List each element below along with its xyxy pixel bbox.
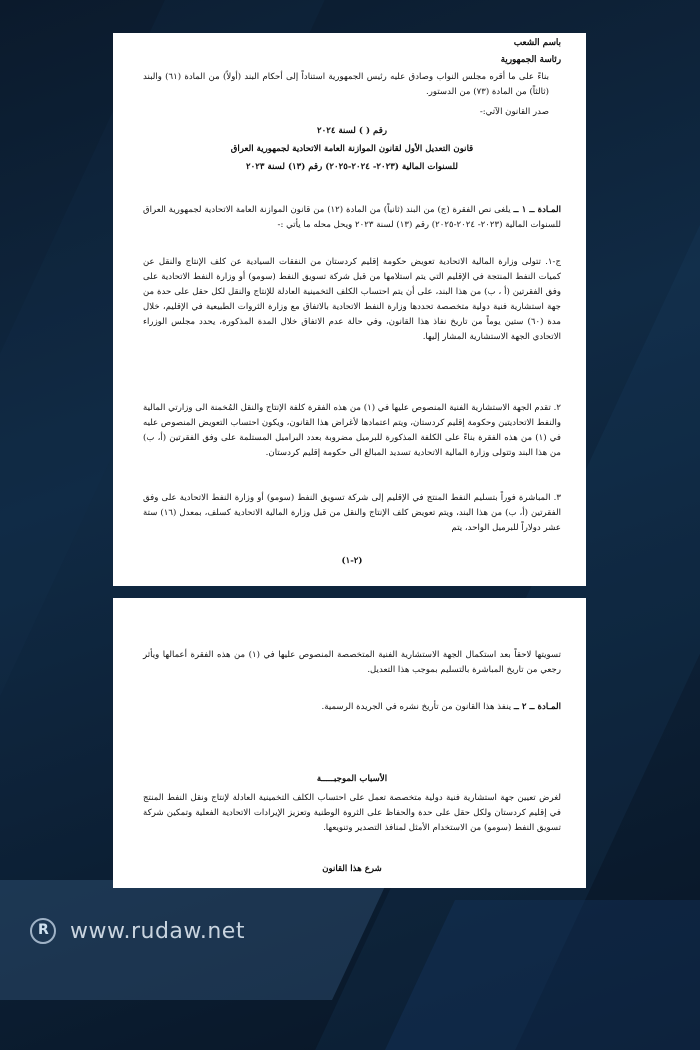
page-number: (٢-١)	[341, 556, 363, 566]
footer-text: شرع هذا القانون	[322, 864, 382, 874]
article-1	[143, 203, 561, 233]
header-line-2: رئاسة الجمهورية	[500, 55, 561, 65]
paragraph-c1: ج-١. تتولى وزارة المالية الاتحادية تعويض حكومة إقليم كردستان من النفقات السيادية عن كلف الإنتاج والنقل عن كميات النفط المنتجة في الإقليم التي يتم استلامها من قبل شركة تسويق النفط (سومو) أو وزارة النفط الاتحادية على وفق الفقرتين (أ ، ب) من هذا البند، على أن يتم احتساب الكلف التخمينية العادلة للإنتاج والنقل لكل حقل على حدة من جهة استشارية فنية دولية متخصصة تحددها وزارة النفط الاتحادية بالاتفاق مع وزارة الثروات الطبيعية في الإقليم، خلال مدة (٦٠) ستين يوماً من تاريخ نفاذ هذا القانون، وفي حالة عدم الاتفاق خلال المدة المذكورة، يحدد مجلس الوزراء الاتحادي الجهة الاستشارية المشار إليها.	[143, 257, 561, 342]
article-2-text: ينفذ هذا القانون من تأريخ نشره في الجريدة الرسمية.	[321, 702, 512, 712]
article-1-text: يلغى نص الفقرة (ج) من البند (ثانياً) من المادة (١٢) من قانون الموازنة العامة الاتحادية لجمهورية العراق للسنوات المالية (٢٠٢٣- ٢٠٢٤-٢٠٢٥) رقم (١٣) لسنة ٢٠٢٣ ويحل محله ما يأتي :-	[143, 205, 561, 230]
article-2-label: المـادة ــ ٢ ــ	[513, 702, 561, 712]
issued-line: صدر القانون الآتي:-	[479, 107, 549, 117]
document-page-2	[113, 598, 586, 888]
document-page-1	[113, 33, 586, 586]
law-number: رقم ( ) لسنة ٢٠٢٤	[316, 126, 388, 136]
rudaw-logo-icon	[30, 918, 56, 944]
header-line-1: باسم الشعب	[513, 38, 561, 48]
watermark-text: www.rudaw.net	[70, 918, 245, 944]
law-title-1: قانون التعديل الأول لقانون الموازنة العامة الاتحادية لجمهورية العراق	[230, 144, 474, 154]
law-title-2: للسنوات المالية (٢٠٢٣- ٢٠٢٤-٢٠٢٥) رقم (١٣) لسنة ٢٠٢٣	[246, 162, 458, 172]
preamble: بناءً على ما أقره مجلس النواب وصادق عليه رئيس الجمهورية استناداً إلى أحكام البند (أولاً) من المادة (٦١) والبند (ثالثاً) من المادة (٧٣) من الدستور.	[143, 72, 549, 97]
reasons-title: الأسباب الموجبـــــة	[316, 774, 388, 784]
article-1-label: المـادة ــ ١ ــ	[513, 205, 562, 215]
paragraph-3: ٣. المباشرة فوراً بتسليم النفط المنتج في الإقليم إلى شركة تسويق النفط (سومو) أو وزارة النفط الاتحادية على وفق الفقرتين (أ، ب) من هذا البند، ويتم تعويض كلف الإنتاج والنقل من قبل وزارة المالية الاتحادية كسلف، بمعدل (١٦) ستة عشر دولاراً للبرميل الواحد، يتم	[143, 493, 561, 533]
reasons-text: لغرض تعيين جهة استشارية فنية دولية متخصصة تعمل على احتساب الكلف التخمينية العادلة لإنتاج ونقل النفط المنتج في إقليم كردستان ولكل حقل على حدة والحفاظ على الثروة الوطنية وتعزيز الإيرادات الاتحادية الفعلية وتمكين شركة تسويق النفط (سومو) من الاستخدام الأمثل لمنافذ التصدير وتنويعها.	[143, 793, 561, 833]
continuation-text: تسويتها لاحقاً بعد استكمال الجهة الاستشارية الفنية المتخصصة المنصوص عليها في (١) من هذه الفقرة أعمالها ويأثر رجعي من تاريخ المباشرة بالتسليم بموجب هذا التعديل.	[143, 650, 561, 675]
watermark	[30, 918, 245, 944]
article-2	[143, 700, 561, 715]
paragraph-2: ٢. تقدم الجهة الاستشارية الفنية المنصوص عليها في (١) من هذه الفقرة كلفة الإنتاج والنقل المُخمنة الى وزارتي المالية والنفط الاتحاديتين وحكومة إقليم كردستان، ويتم اعتمادها لأغراض هذا القانون، ويكون احتساب التعويض المنصوص عليه في (١) من هذه الفقرة بناءً على الكلفة المذكورة للبرميل مضروبة بعدد البراميل المستلمة على وفق الفقرتين (أ، ب) من هذا البند وتتولى وزارة المالية الاتحادية تسديد المبالغ الى حكومة إقليم كردستان.	[143, 403, 562, 458]
